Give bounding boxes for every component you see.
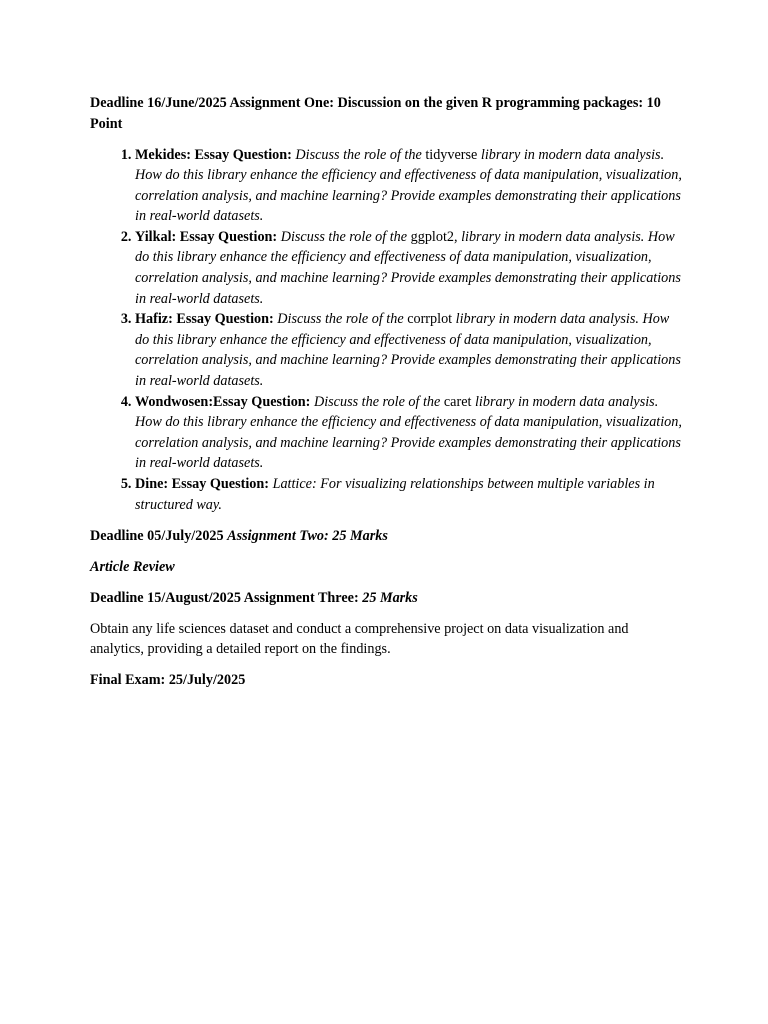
question-text: library in modern data analysis. How do this library enhance the efficiency and effectiveness of data manipulation, visualization, correlation analysis, and machine learning? Provide examples demonstrating their applications in real-world datasets. [135, 311, 681, 390]
list-item [135, 474, 682, 515]
student-name: Wondwosen:Essay Question: [135, 393, 311, 410]
question-text: Lattice: For visualizing relationships between multiple variables in structured way. [135, 476, 655, 513]
student-name: Mekides: Essay Question: [135, 146, 292, 163]
essay-question-list [90, 145, 682, 516]
question-text: library in modern data analysis. How do this library enhance the efficiency and effectiveness of data manipulation, visualization, correlation analysis, and machine learning? Provide examples demonstrating their applications in real-world datasets. [135, 228, 681, 307]
assignment-three-marks: 25 Marks [362, 589, 418, 606]
student-name: Hafiz: Essay Question: [135, 311, 274, 328]
document-page [90, 93, 682, 701]
question-prefix: Discuss the role of the [313, 393, 441, 410]
assignment-two-heading [90, 526, 682, 547]
article-review-label: Article Review [90, 558, 175, 575]
student-name: Yilkal: Essay Question: [135, 228, 278, 245]
list-item [135, 309, 682, 391]
package-name: corrplot [407, 311, 453, 328]
assignment-three-heading [90, 588, 682, 609]
package-name: ggplot2, [410, 228, 458, 245]
question-prefix: Discuss the role of the [295, 146, 422, 163]
package-name: caret [443, 393, 472, 410]
final-exam-heading [90, 670, 682, 691]
final-exam-label: Final Exam: 25/July/2025 [90, 672, 246, 689]
question-text: library in modern data analysis. How do this library enhance the efficiency and effectiveness of data manipulation, visualization, correlation analysis, and machine learning? Provide examples demonstrating their applications in real-world datasets. [135, 146, 682, 225]
assignment-two-deadline: Deadline 05/July/2025 [90, 527, 224, 544]
question-prefix: Discuss the role of the [277, 311, 404, 328]
list-item [135, 227, 682, 309]
student-name: Dine: Essay Question: [135, 476, 270, 492]
assignment-three-deadline: Deadline 15/August/2025 Assignment Three: [90, 589, 359, 606]
assignment-two-title: Assignment Two: 25 Marks [227, 527, 388, 544]
list-item [135, 145, 682, 227]
question-prefix: Discuss the role of the [280, 228, 408, 245]
question-text: library in modern data analysis. How do this library enhance the efficiency and effectiveness of data manipulation, visualization, correlation analysis, and machine learning? Provide examples demonstrating their applications in real-world datasets. [135, 393, 682, 472]
assignment-one-heading-text: Deadline 16/June/2025 Assignment One: Discussion on the given R programming packages: 10 Point [90, 95, 661, 132]
assignment-two-topic [90, 557, 682, 578]
assignment-three-description: Obtain any life sciences dataset and conduct a comprehensive project on data visualization and analytics, providing a detailed report on the findings. [90, 620, 629, 658]
assignment-one-heading [90, 93, 682, 134]
package-name: tidyverse [425, 146, 478, 163]
list-item [135, 392, 682, 474]
